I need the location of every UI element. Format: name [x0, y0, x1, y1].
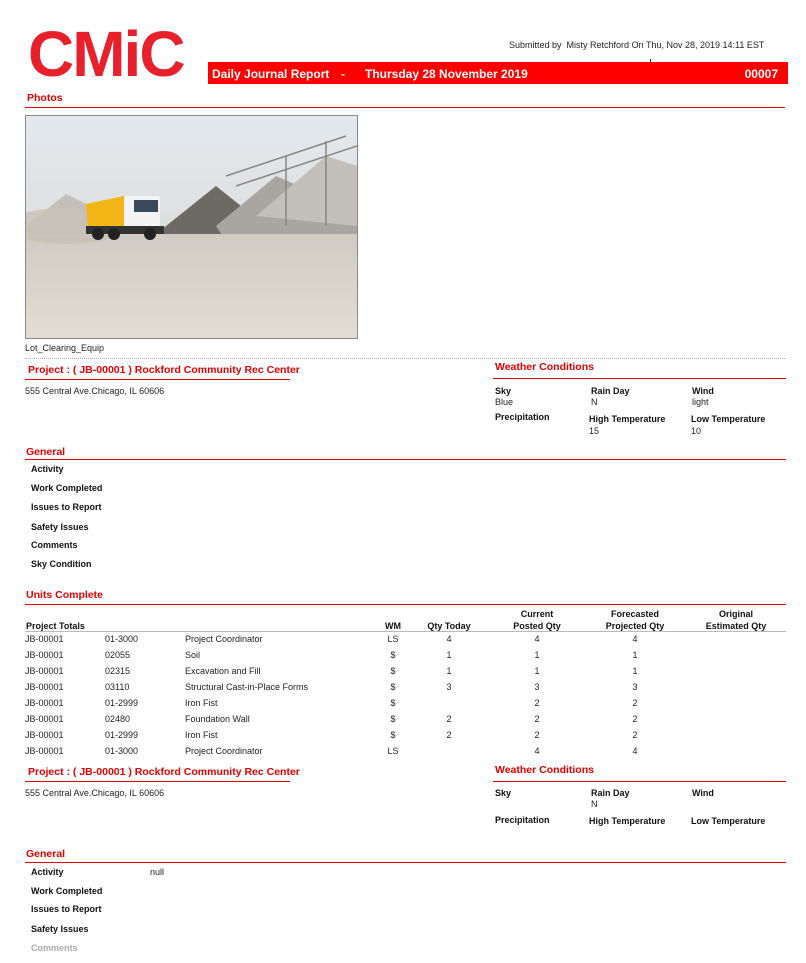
cell-code: 01-3000: [105, 746, 139, 756]
col-current-2: Posted Qty: [513, 621, 561, 631]
cell-description: Project Coordinator: [185, 634, 263, 644]
project-address-1: 555 Central Ave.Chicago, IL 60606: [25, 386, 165, 396]
cell-description: Excavation and Fill: [185, 666, 261, 676]
rain-value-1: N: [591, 397, 598, 407]
title-separator: -: [341, 67, 345, 81]
cell-forecast-projected: 4: [632, 746, 638, 756]
cell-current-posted: 1: [534, 666, 540, 676]
submitted-info: [509, 40, 764, 50]
project-title-1[interactable]: Project : ( JB-00001 ) Rockford Community Rec Center: [28, 364, 300, 376]
cell-forecast-projected: 2: [632, 730, 638, 740]
submitted-label: Submitted by: [509, 40, 562, 50]
col-current-1: Current: [520, 609, 554, 619]
cell-code: 03110: [105, 682, 130, 692]
photos-divider: [25, 107, 785, 108]
rain-value-2: N: [591, 799, 598, 809]
cell-job: JB-00001: [25, 746, 64, 756]
cell-description: Iron Fist: [185, 730, 218, 740]
weather-divider-2: [493, 781, 786, 782]
cell-qty-today: 2: [446, 730, 452, 740]
cell-current-posted: 4: [534, 746, 540, 756]
cell-code: 02315: [105, 666, 131, 676]
cell-description: Project Coordinator: [185, 746, 263, 756]
cell-job: JB-00001: [25, 634, 64, 644]
cell-wm: $: [390, 714, 396, 724]
cell-qty-today: 1: [446, 666, 452, 676]
cell-qty-today: 1: [446, 650, 452, 660]
cell-qty-today: 2: [446, 714, 452, 724]
cell-job: JB-00001: [25, 666, 64, 676]
low-temp-label-1: Low Temperature: [691, 414, 766, 424]
cell-forecast-projected: 4: [632, 634, 638, 644]
cell-forecast-projected: 2: [632, 714, 638, 724]
units-header-line: [25, 631, 786, 632]
cell-job: JB-00001: [25, 730, 64, 740]
cell-wm: LS: [387, 746, 399, 756]
sky-label-1: Sky: [495, 386, 512, 396]
activity-label-2: Activity: [31, 867, 64, 877]
project-underline-1: [25, 379, 290, 380]
photos-title: Photos: [27, 92, 63, 104]
cell-current-posted: 2: [534, 714, 540, 724]
cell-current-posted: 2: [534, 730, 540, 740]
photo-divider: [25, 358, 785, 359]
rain-label-1: Rain Day: [591, 386, 630, 396]
activity-label-1: Activity: [31, 464, 64, 474]
cell-wm: LS: [387, 634, 399, 644]
cell-forecast-projected: 2: [632, 698, 638, 708]
comments-label-2: Comments: [31, 943, 78, 953]
cell-wm: $: [390, 666, 396, 676]
general-title-1: General: [26, 446, 66, 458]
col-forecast-1: Forecasted: [610, 609, 660, 619]
cell-qty-today: 4: [446, 634, 452, 644]
cell-description: Soil: [185, 650, 201, 660]
general-divider-1: [25, 459, 786, 460]
submitted-by: Misty Retchford: [566, 40, 630, 50]
report-banner: [208, 62, 788, 84]
weather-title-1: Weather Conditions: [495, 361, 594, 373]
submitted-on: On Thu, Nov 28, 2019 14:11 EST: [631, 40, 765, 50]
cell-wm: $: [390, 730, 396, 740]
report-number: 00007: [744, 67, 778, 81]
low-temp-value-1: 10: [691, 426, 702, 436]
weather-divider-1: [493, 378, 786, 379]
cell-code: 02055: [105, 650, 131, 660]
safety-label-1: Safety Issues: [31, 522, 89, 532]
col-forecast-2: Projected Qty: [605, 621, 665, 631]
cell-current-posted: 4: [534, 634, 540, 644]
col-qty-today: Qty Today: [427, 621, 471, 631]
high-temp-label-1: High Temperature: [589, 414, 666, 424]
report-date: Thursday 28 November 2019: [365, 67, 528, 81]
rain-label-2: Rain Day: [591, 788, 630, 798]
truck: [86, 196, 164, 240]
issues-label-1: Issues to Report: [31, 502, 102, 512]
low-temp-label-2: Low Temperature: [691, 816, 766, 826]
cell-code: 01-2999: [105, 730, 139, 740]
cell-code: 01-2999: [105, 698, 139, 708]
col-original-1: Original: [718, 609, 753, 619]
high-temp-label-2: High Temperature: [589, 816, 666, 826]
logo-text: CMiC: [28, 22, 184, 82]
cell-code: 02480: [105, 714, 131, 724]
dump-truck-photo: [26, 116, 357, 338]
report-title: Daily Journal Report: [212, 67, 330, 81]
cell-current-posted: 3: [534, 682, 540, 692]
cell-job: JB-00001: [25, 698, 64, 708]
cell-job: JB-00001: [25, 650, 64, 660]
wind-label-1: Wind: [692, 386, 714, 396]
safety-label-2: Safety Issues: [31, 924, 89, 934]
precip-label-1: Precipitation: [495, 412, 550, 422]
cell-description: Structural Cast-in-Place Forms: [185, 682, 309, 692]
work-completed-label-1: Work Completed: [31, 483, 103, 493]
col-wm: WM: [385, 621, 401, 631]
cell-wm: $: [390, 650, 396, 660]
cell-code: 01-3000: [105, 634, 139, 644]
site-photo[interactable]: [25, 115, 358, 339]
units-divider: [25, 604, 786, 605]
general-title-2: General: [26, 848, 66, 860]
units-title: Units Complete: [26, 589, 104, 601]
cell-wm: $: [390, 698, 396, 708]
col-original-2: Estimated Qty: [705, 621, 767, 631]
wind-label-2: Wind: [692, 788, 714, 798]
work-completed-label-2: Work Completed: [31, 886, 103, 896]
general-divider-2: [25, 862, 786, 863]
cell-description: Iron Fist: [185, 698, 218, 708]
cell-qty-today: 3: [446, 682, 452, 692]
cell-description: Foundation Wall: [185, 714, 250, 724]
activity-value-2: null: [150, 867, 165, 877]
cell-forecast-projected: 3: [632, 682, 638, 692]
high-temp-value-1: 15: [589, 426, 600, 436]
weather-title-2: Weather Conditions: [495, 764, 594, 776]
issues-label-2: Issues to Report: [31, 904, 102, 914]
project-address-2: 555 Central Ave.Chicago, IL 60606: [25, 788, 165, 798]
project-title-2[interactable]: Project : ( JB-00001 ) Rockford Community Rec Center: [28, 766, 300, 778]
cell-current-posted: 2: [534, 698, 540, 708]
cell-wm: $: [390, 682, 396, 692]
cmic-logo: [28, 22, 194, 82]
sky-label-2: Sky: [495, 788, 512, 798]
sky-value-1: Blue: [495, 397, 514, 407]
cell-forecast-projected: 1: [632, 666, 638, 676]
col-project-totals: Project Totals: [26, 621, 85, 631]
sky-condition-label-1: Sky Condition: [31, 559, 92, 569]
wind-value-1: light: [692, 397, 709, 407]
cell-current-posted: 1: [534, 650, 540, 660]
cell-job: JB-00001: [25, 714, 64, 724]
comments-label-1: Comments: [31, 540, 78, 550]
cell-job: JB-00001: [25, 682, 64, 692]
precip-label-2: Precipitation: [495, 815, 550, 825]
project-underline-2: [25, 781, 290, 782]
photo-caption: Lot_Clearing_Equip: [25, 343, 105, 353]
cell-forecast-projected: 1: [632, 650, 638, 660]
